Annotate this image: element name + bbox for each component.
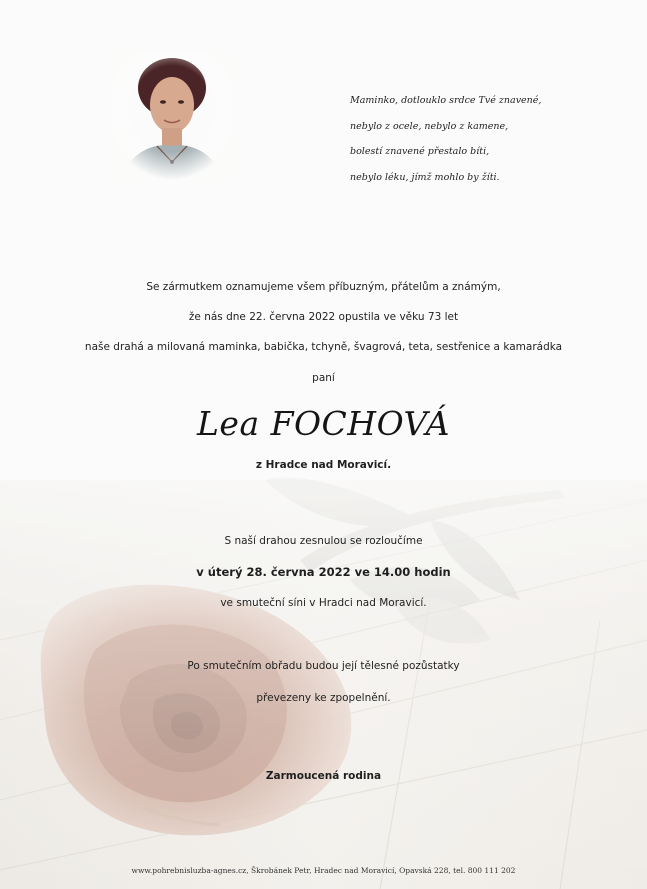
signature: Zarmoucená rodina [265, 770, 382, 782]
poem-verse [350, 88, 590, 190]
deceased-name: Lea FOCHOVÁ [197, 404, 450, 443]
deceased-origin: z Hradce nad Moravicí. [255, 459, 392, 471]
farewell-datetime: v úterý 28. června 2022 ve 14.00 hodin [196, 565, 451, 579]
portrait-photo [112, 50, 232, 180]
farewell-line: S naší drahou zesnulou se rozloučíme [224, 535, 423, 547]
poem-line: bolestí znavené přestalo bíti, [350, 146, 490, 157]
poem-line: nebylo léku, jímž mohlo by žíti. [350, 171, 500, 183]
poem-line: Maminko, dotlouklo srdce Tvé znavené, [350, 95, 542, 106]
footer-contact: www.pohrebnisluzba-agnes.cz, Škrobánek Petr, Hradec nad Moravicí, Opavská 228, tel. 800 111 202 [131, 866, 516, 875]
cremation-line-1: Po smutečním obřadu budou její tělesné pozůstatky [187, 660, 460, 672]
farewell-place: ve smuteční síni v Hradci nad Moravicí. [220, 597, 427, 609]
cremation-line-2: převezeny ke zpopelnění. [256, 692, 391, 704]
announcement-line-2: že nás dne 22. června 2022 opustila ve věku 73 let [188, 311, 459, 323]
announcement-line-1: Se zármutkem oznamujeme všem příbuzným, přátelům a známým, [146, 281, 501, 293]
announcement-line-4: paní [312, 372, 335, 384]
poem-line: nebylo z ocele, nebylo z kamene, [350, 120, 509, 132]
announcement-line-3: naše drahá a milovaná maminka, babička, tchyně, švagrová, teta, sestřenice a kamarádka [84, 341, 563, 353]
